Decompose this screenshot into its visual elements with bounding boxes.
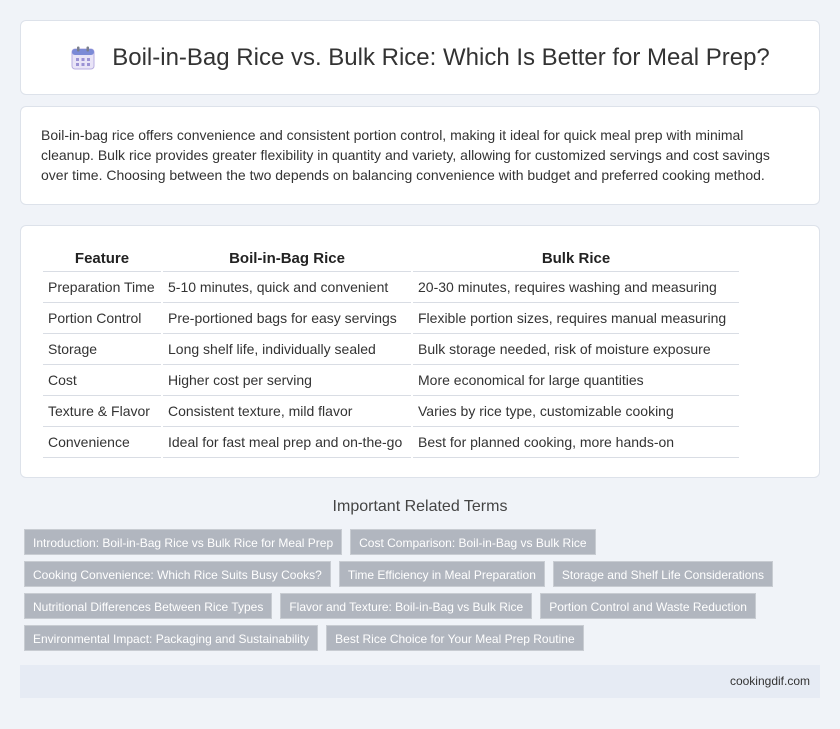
table-cell: Ideal for fast meal prep and on-the-go: [163, 427, 411, 458]
related-term-tag[interactable]: Best Rice Choice for Your Meal Prep Routine: [326, 625, 583, 651]
table-row: [43, 334, 739, 365]
table-header-row: [43, 246, 739, 272]
footer-site-link[interactable]: cookingdif.com: [729, 674, 810, 688]
table-cell: Bulk storage needed, risk of moisture exposure: [413, 334, 739, 365]
intro-text: Boil-in-bag rice offers convenience and consistent portion control, making it ideal for quick meal prep with minimal cleanup. Bulk rice provides greater flexibility in quantity and variety, allowing for customized servings and cost savings over time. Choosing between the two depends on balancing convenience with budget and preferred cooking method.: [41, 127, 770, 183]
title-card: [20, 20, 820, 95]
related-term-tag[interactable]: Nutritional Differences Between Rice Types: [24, 593, 272, 619]
page-title: Boil-in-Bag Rice vs. Bulk Rice: Which Is Better for Meal Prep?: [112, 43, 770, 71]
calendar-icon: [70, 45, 96, 71]
table-row: [43, 396, 739, 427]
related-terms-heading: Important Related Terms: [332, 498, 508, 515]
related-term-tag[interactable]: Time Efficiency in Meal Preparation: [339, 561, 545, 587]
tag-row: [24, 561, 824, 587]
related-term-tag[interactable]: Storage and Shelf Life Considerations: [553, 561, 773, 587]
intro-card: [20, 106, 820, 205]
table-cell: More economical for large quantities: [413, 365, 739, 396]
table-row: [43, 272, 739, 303]
table-cell: Best for planned cooking, more hands-on: [413, 427, 739, 458]
comparison-table: [41, 246, 741, 458]
table-cell: Convenience: [43, 427, 161, 458]
column-header-boil-in-bag: Boil-in-Bag Rice: [163, 246, 411, 272]
table-row: [43, 365, 739, 396]
table-cell: 5-10 minutes, quick and convenient: [163, 272, 411, 303]
tag-row: [24, 625, 824, 651]
table-row: [43, 303, 739, 334]
related-terms-list: [24, 529, 824, 657]
column-header-bulk: Bulk Rice: [413, 246, 739, 272]
table-cell: Storage: [43, 334, 161, 365]
related-term-tag[interactable]: Environmental Impact: Packaging and Sustainability: [24, 625, 318, 651]
related-term-tag[interactable]: Cost Comparison: Boil-in-Bag vs Bulk Rice: [350, 529, 595, 555]
table-cell: Cost: [43, 365, 161, 396]
table-cell: Pre-portioned bags for easy servings: [163, 303, 411, 334]
tag-row: [24, 593, 824, 619]
table-cell: Flexible portion sizes, requires manual measuring: [413, 303, 739, 334]
table-cell: Varies by rice type, customizable cooking: [413, 396, 739, 427]
table-cell: Consistent texture, mild flavor: [163, 396, 411, 427]
comparison-table-card: [20, 225, 820, 478]
table-cell: Higher cost per serving: [163, 365, 411, 396]
table-row: [43, 427, 739, 458]
table-cell: Texture & Flavor: [43, 396, 161, 427]
tag-row: [24, 529, 824, 555]
table-cell: Long shelf life, individually sealed: [163, 334, 411, 365]
footer: [20, 665, 820, 698]
table-cell: 20-30 minutes, requires washing and measuring: [413, 272, 739, 303]
related-term-tag[interactable]: Portion Control and Waste Reduction: [540, 593, 756, 619]
column-header-feature: Feature: [43, 246, 161, 272]
related-term-tag[interactable]: Introduction: Boil-in-Bag Rice vs Bulk Rice for Meal Prep: [24, 529, 342, 555]
table-cell: Preparation Time: [43, 272, 161, 303]
table-cell: Portion Control: [43, 303, 161, 334]
related-term-tag[interactable]: Flavor and Texture: Boil-in-Bag vs Bulk Rice: [280, 593, 532, 619]
related-term-tag[interactable]: Cooking Convenience: Which Rice Suits Busy Cooks?: [24, 561, 331, 587]
